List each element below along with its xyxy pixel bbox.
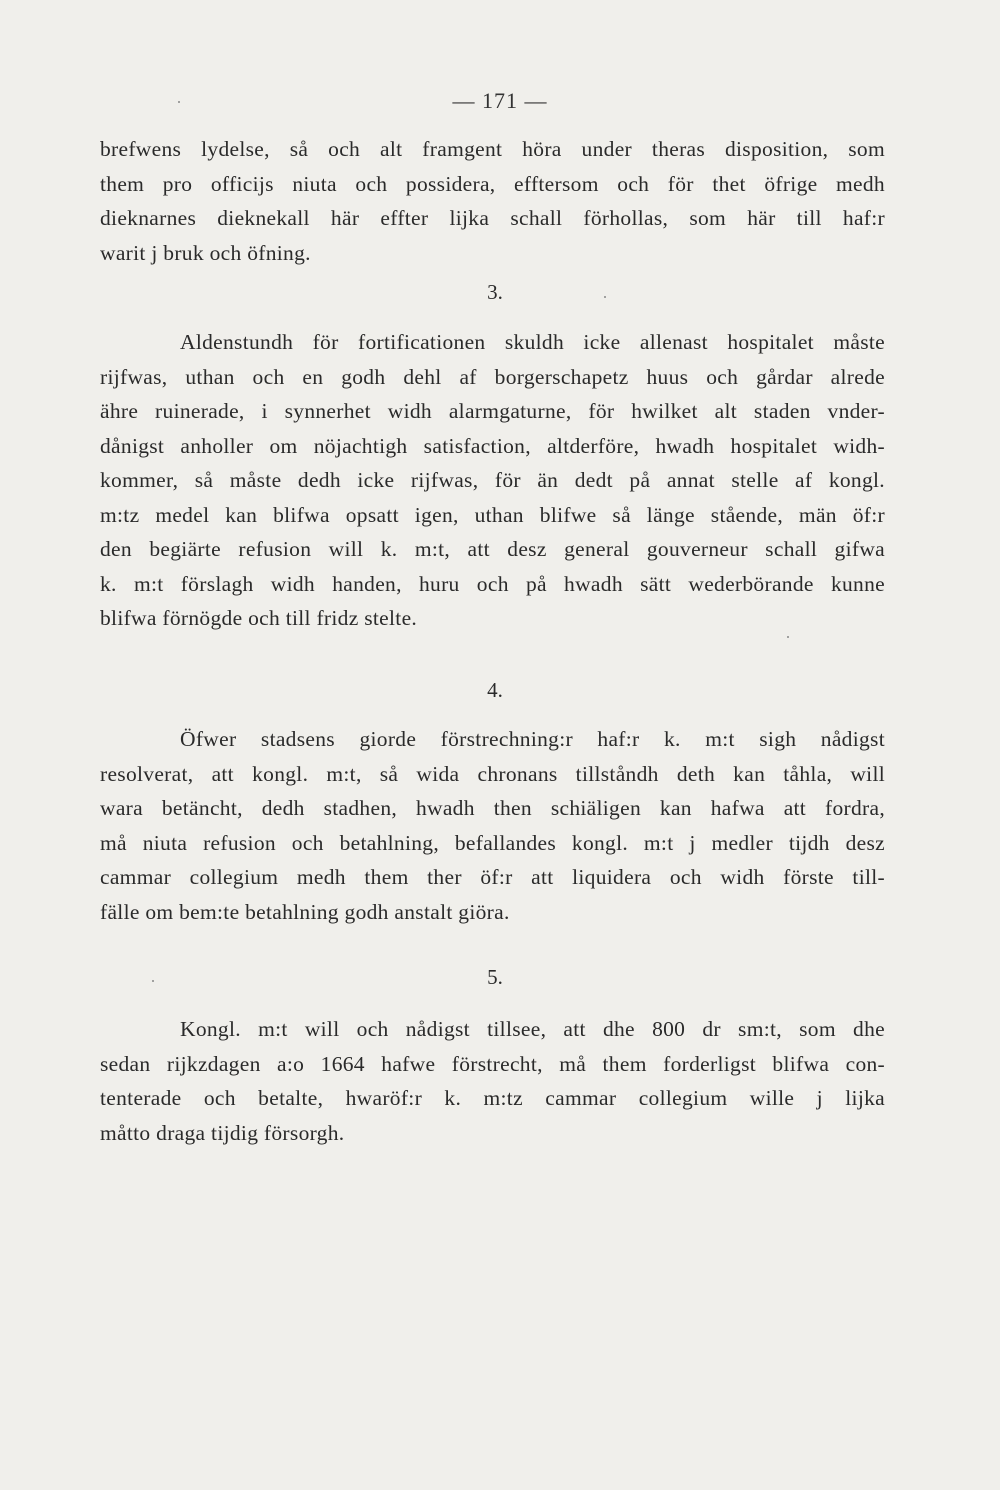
text-line: dieknarnes dieknekall här effter lijka schall förhollas, som här till haf:r <box>100 206 885 230</box>
section-number-5: 5. <box>487 965 503 989</box>
text-line: brefwens lydelse, så och alt framgent höra under theras disposition, som <box>100 137 885 161</box>
text-line: dånigst anholler om nöjachtigh satisfaction, altderföre, hwadh hospitalet widh- <box>100 433 885 458</box>
text-line: them pro officijs niuta och possidera, efftersom och för thet öfrige medh <box>100 171 885 196</box>
section-5-paragraph <box>100 1012 885 1150</box>
text-line: wara betäncht, dedh stadhen, hwadh then schiäligen kan hafwa att fordra, <box>100 796 885 820</box>
section-number-4: 4. <box>487 678 503 702</box>
text-line: ähre ruinerade, i synnerhet widh alarmgaturne, för hwilket alt staden vnder- <box>100 399 885 423</box>
text-line: Öfwer stadsens giorde förstrechning:r haf:r k. m:t sigh nådigst <box>180 727 885 751</box>
section-4-paragraph <box>100 722 885 929</box>
text-line: blifwa förnögde och till fridz stelte. <box>100 606 418 630</box>
text-line: tenterade och betalte, hwaröf:r k. m:tz cammar collegium wille j lijka <box>100 1086 885 1110</box>
text-line: den begiärte refusion will k. m:t, att desz general gouverneur schall gifwa <box>100 537 885 561</box>
page-number: — 171 — <box>452 88 548 113</box>
text-line: rijfwas, uthan och en godh dehl af borgerschapetz huus och gårdar alrede <box>100 364 885 389</box>
text-line: fälle om bem:te betahlning godh anstalt giöra. <box>100 899 510 924</box>
text-line: warit j bruk och öfning. <box>100 240 311 265</box>
text-line: kommer, så måste dedh icke rijfwas, för än dedt på annat stelle af kongl. <box>100 468 885 492</box>
text-line: resolverat, att kongl. m:t, så wida chronans tillståndh deth kan tåhla, will <box>100 761 885 786</box>
paper-speck <box>787 636 789 638</box>
text-line: Kongl. m:t will och nådigst tillsee, att dhe 800 dr sm:t, som dhe <box>180 1017 885 1041</box>
paper-speck <box>152 980 154 982</box>
text-line: Aldenstundh för fortificationen skuldh icke allenast hospitalet måste <box>180 330 885 354</box>
text-line: m:tz medel kan blifwa opsatt igen, uthan blifwe så länge stående, män öf:r <box>100 502 885 527</box>
text-line: måtto draga tijdig försorgh. <box>100 1120 345 1145</box>
text-line: k. m:t förslagh widh handen, huru och på hwadh sätt wederbörande kunne <box>100 571 885 596</box>
text-line: cammar collegium medh them ther öf:r att liquidera och widh förste till- <box>100 865 885 889</box>
paper-speck <box>178 101 180 103</box>
paper-speck <box>604 296 606 298</box>
text-line: må niuta refusion och betahlning, befallandes kongl. m:t j medler tijdh desz <box>100 830 885 855</box>
section-3-paragraph <box>100 325 885 636</box>
section-number-3: 3. <box>487 280 503 304</box>
text-line: sedan rijkzdagen a:o 1664 hafwe förstrecht, må them forderligst blifwa con- <box>100 1051 885 1076</box>
paragraph-continuation <box>100 132 885 270</box>
